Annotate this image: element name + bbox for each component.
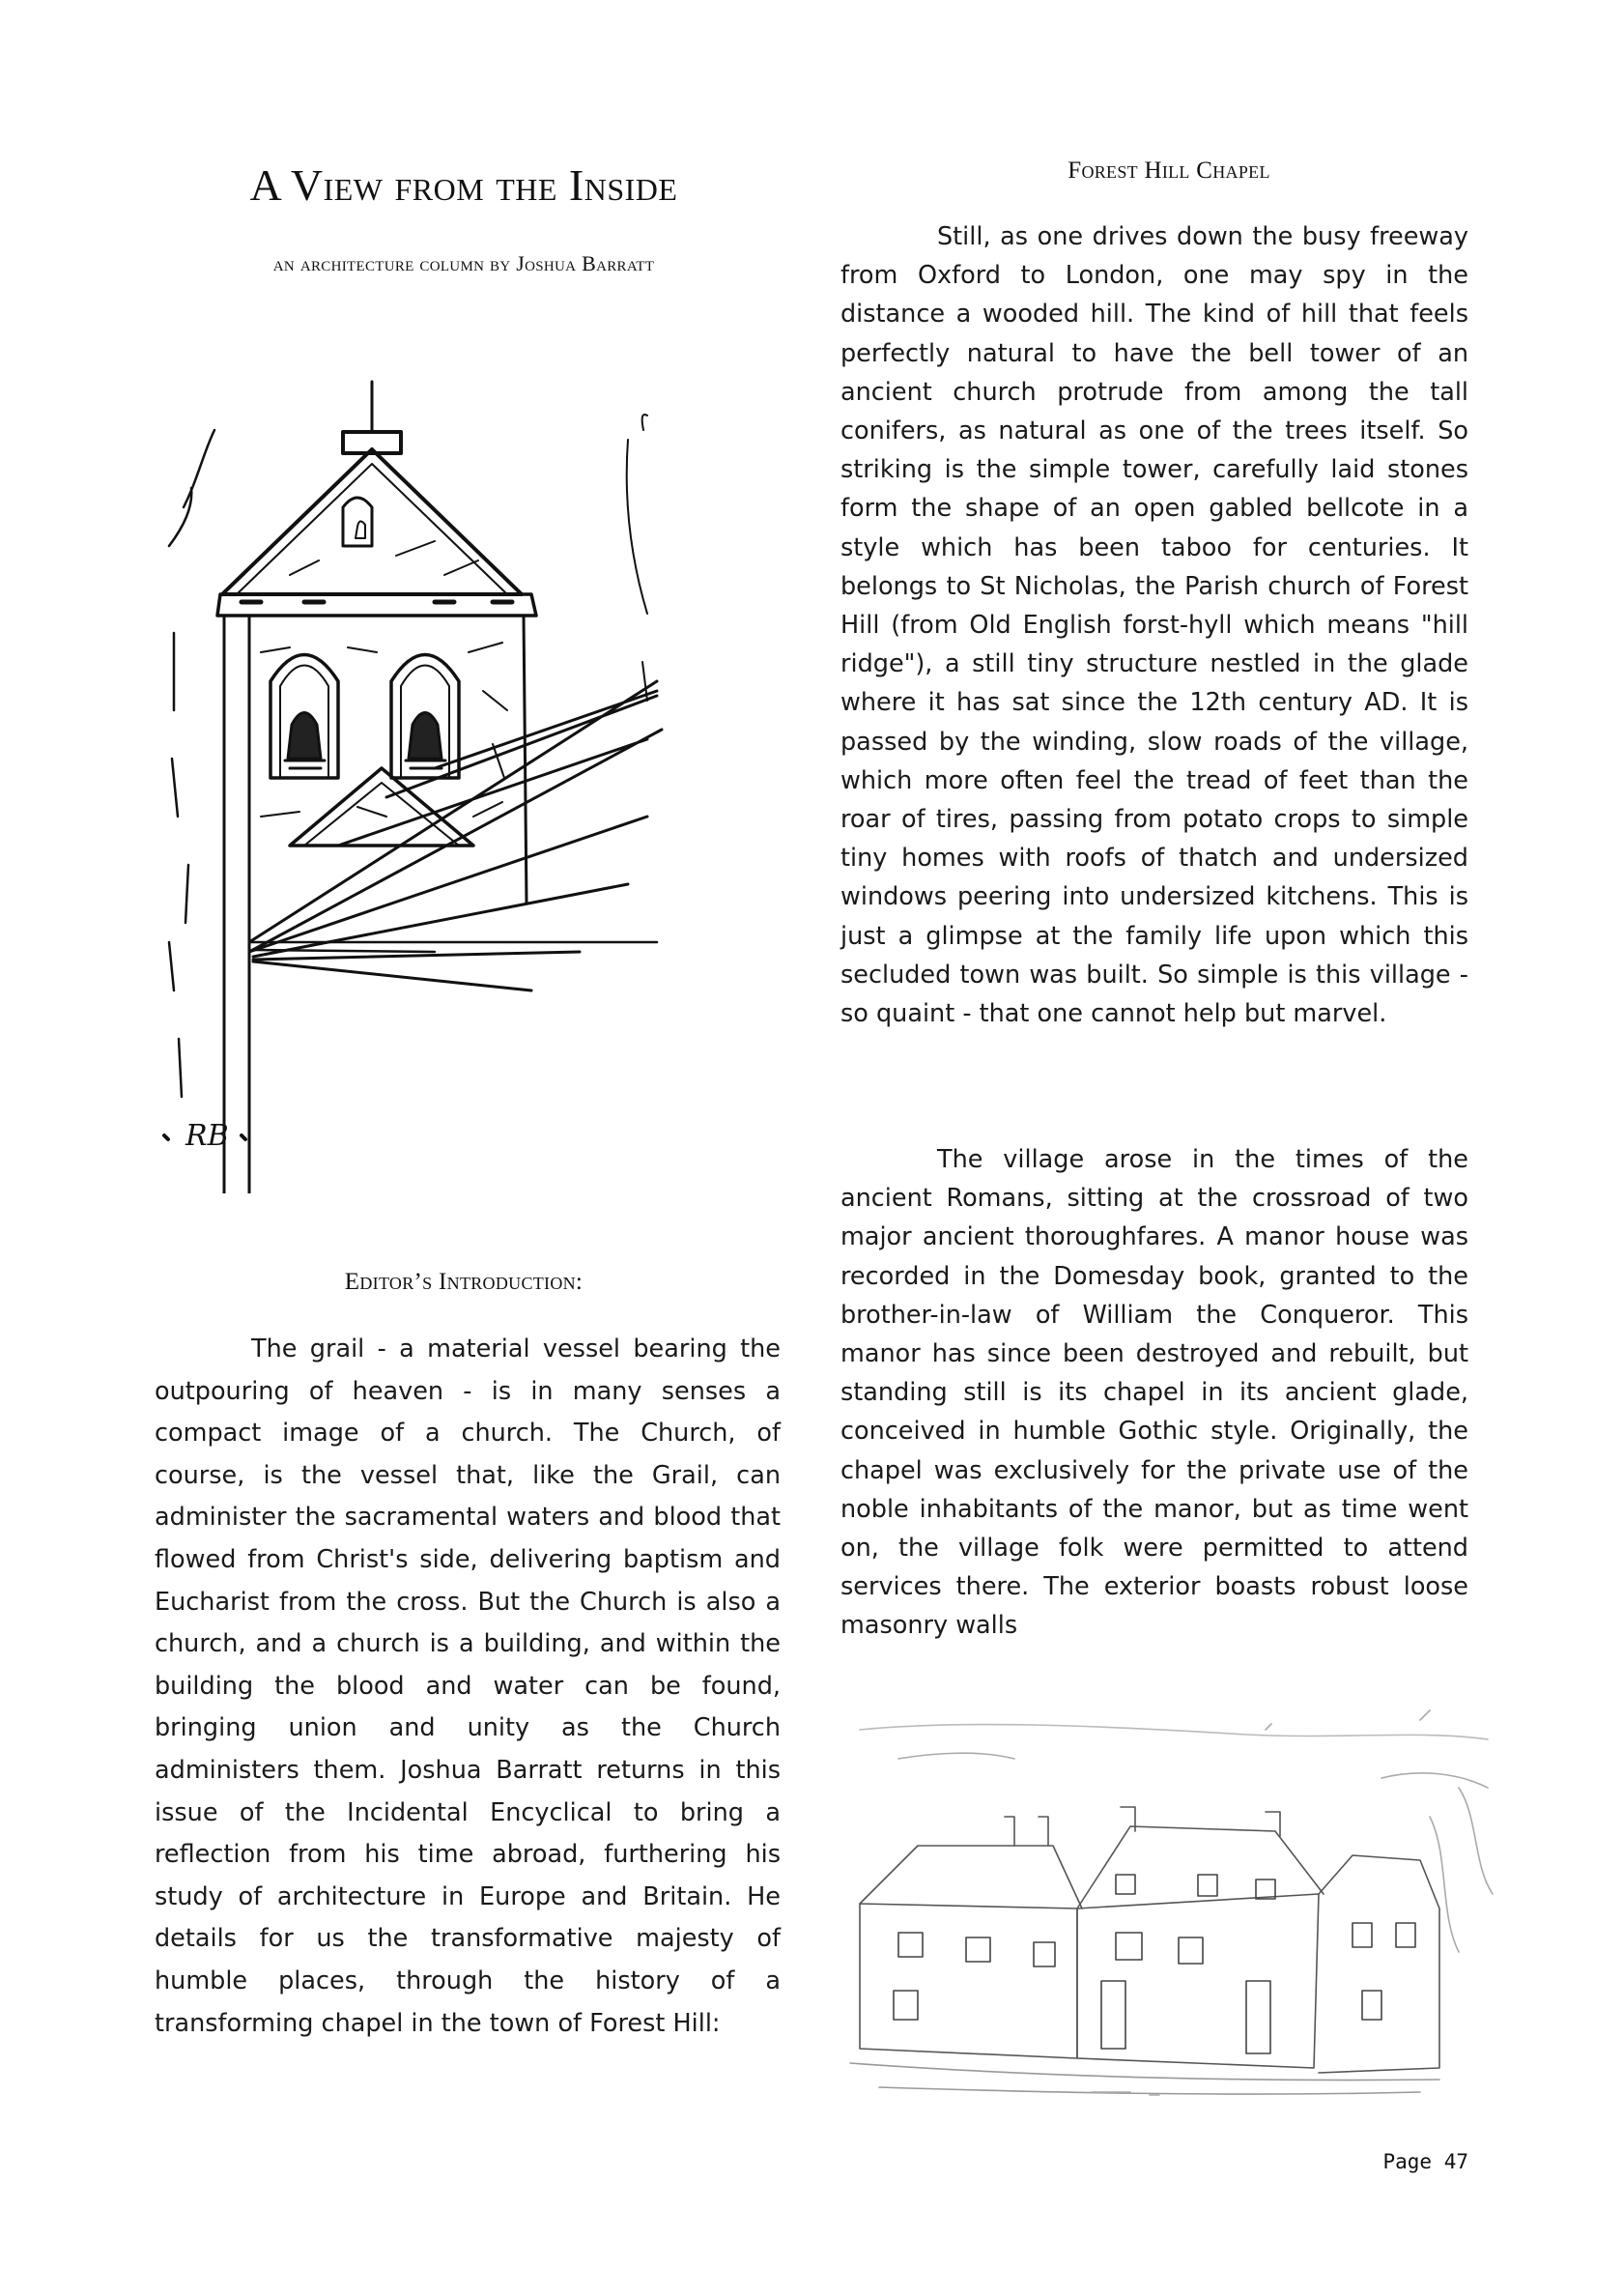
page-number: Page 47 <box>1382 2150 1468 2173</box>
village-houses-sketch <box>840 1701 1497 2107</box>
article-byline <box>155 251 773 276</box>
editor-intro-text: The grail - a material vessel bearing the outpouring of heaven - is in many senses a compact image of a church. The Church, of course, is the vessel that, like the Grail, can administer the sacramental waters and blood that flowed from Christ's side, delivering baptism and Eucharist from the cross. But the Church is also a church, and a church is a building, and within the building the blood and water can be found, bringing union and unity as the Church administers them. Joshua Barratt returns in this issue of the Incidental Encyclical to bring a reflection from his time abroad, furthering his study of architecture in Europe and Britain. He details for us the transformative majesty of humble places, through the history of a transforming chapel in the town of Forest Hill: <box>155 1335 781 2038</box>
article-paragraph-1: Still, as one drives down the busy freeway from Oxford to London, one may spy in the distance a wooded hill. The kind of hill that feels perfectly natural to have the bell tower of an ancient church protrude from among the tall conifers, as natural as one of the trees itself. So striking is the simple tower, carefully laid stones form the shape of an open gabled bellcote in a style which has been taboo for centuries. It belongs to St Nicholas, the Parish church of Forest Hill (from Old English forst-hyll which means "hill ridge"), a still tiny structure nestled in the glade where it has sat since the 12th century AD. It is passed by the winding, slow roads of the village, which more often feel the tread of feet than the roar of tires, passing from potato crops to simple tiny homes with roofs of thatch and undersized windows peering into undersized kitchens. This is just a glimpse at the family life upon which this secluded town was built. So simple is this village - so quaint - that one cannot help but marvel. <box>840 222 1468 1029</box>
byline-author: Joshua Barratt <box>516 251 655 275</box>
editor-intro-heading: Editor’s Introduction: <box>344 1269 584 1295</box>
article-paragraph-2: The village arose in the times of the ancient Romans, sitting at the crossroad of two major ancient thoroughfares. A manor house was recorded in the Domesday book, granted to the brother-in-law of William the Conqueror. This manor has since been destroyed and rebuilt, but standing still is its chapel in its ancient glade, conceived in humble Gothic style. Originally, the chapel was exclusively for the private use of the noble inhabitants of the manor, but as time went on, the village folk were permitted to attend services there. The exterior boasts robust loose masonry walls <box>840 1145 1468 1641</box>
byline-prefix: an architecture column by <box>272 251 511 275</box>
bell-tower-sketch <box>145 362 686 1193</box>
article-section-heading: Forest Hill Chapel <box>1068 158 1270 184</box>
sketch-signature: RB <box>185 1119 229 1153</box>
article-title: A View from the Inside <box>249 160 678 210</box>
